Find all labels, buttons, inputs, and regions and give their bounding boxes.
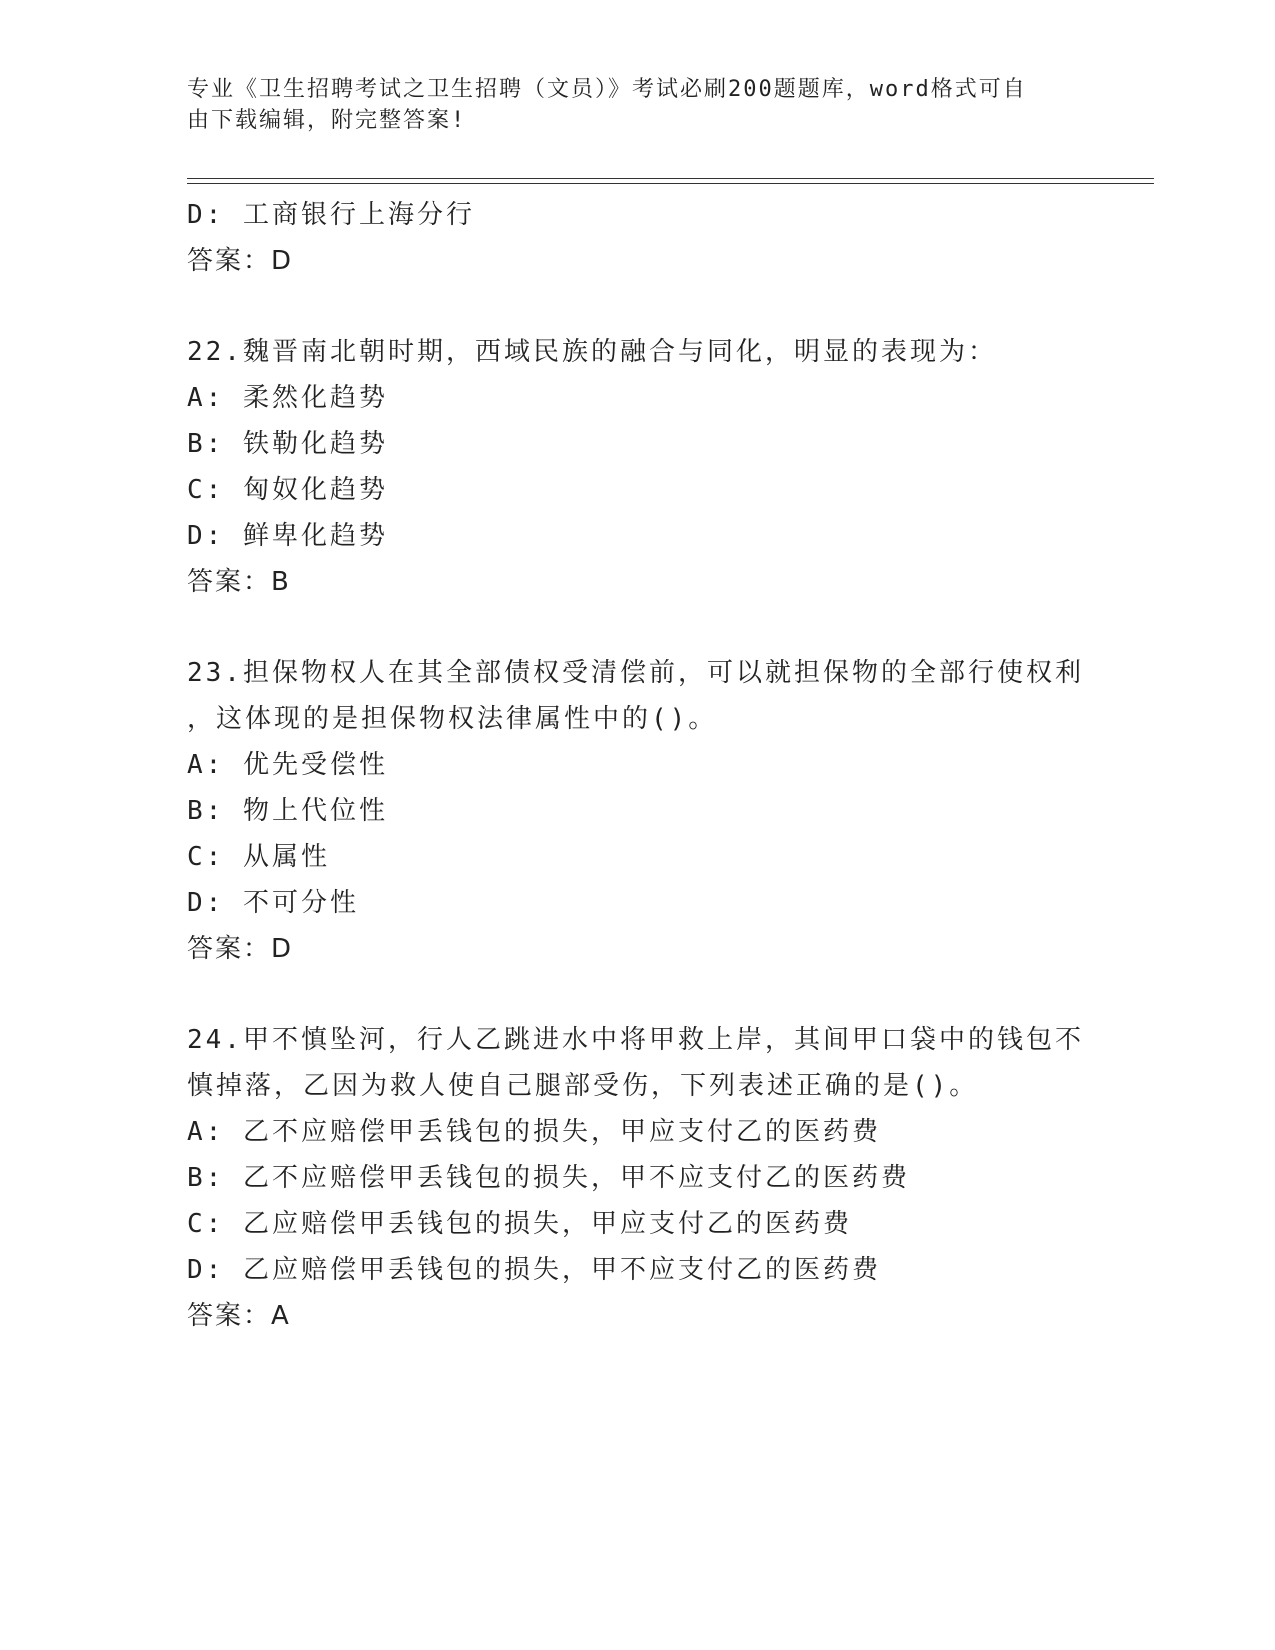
option-c: C: 从属性 (187, 842, 330, 872)
question-stem-line-2: 慎掉落，乙因为救人使自己腿部受伤，下列表述正确的是()。 (187, 1071, 979, 1101)
spacer (187, 284, 1087, 329)
question-stem-line-2: ，这体现的是担保物权法律属性中的()。 (187, 704, 718, 734)
question-content (187, 192, 1087, 1339)
option-b: B: 乙不应赔偿甲丢钱包的损失，甲不应支付乙的医药费 (187, 1163, 910, 1193)
option-a: A: 优先受偿性 (187, 750, 388, 780)
option-d: D: 鲜卑化趋势 (187, 521, 388, 551)
header-title-line-2: 由下载编辑，附完整答案! (187, 108, 467, 133)
question-stem: 22.魏晋南北朝时期，西域民族的融合与同化，明显的表现为： (187, 337, 997, 367)
answer-line: 答案：D (187, 246, 294, 276)
answer-line: 答案：D (187, 934, 294, 964)
option-c: C: 乙应赔偿甲丢钱包的损失，甲应支付乙的医药费 (187, 1209, 852, 1239)
question-22 (187, 329, 1087, 605)
option-c: C: 匈奴化趋势 (187, 475, 388, 505)
answer-line: 答案：B (187, 567, 291, 597)
header-divider (187, 178, 1154, 184)
question-23 (187, 650, 1087, 972)
option-a: A: 柔然化趋势 (187, 383, 388, 413)
option-b: B: 铁勒化趋势 (187, 429, 388, 459)
answer-line: 答案：A (187, 1301, 291, 1331)
option-d: D: 乙应赔偿甲丢钱包的损失，甲不应支付乙的医药费 (187, 1255, 881, 1285)
option-a: A: 乙不应赔偿甲丢钱包的损失，甲应支付乙的医药费 (187, 1117, 881, 1147)
spacer (187, 605, 1087, 650)
spacer (187, 972, 1087, 1017)
question-stem-line-1: 23.担保物权人在其全部债权受清偿前，可以就担保物的全部行使权利 (187, 658, 1084, 688)
option-b: B: 物上代位性 (187, 796, 388, 826)
question-24 (187, 1017, 1087, 1339)
option-d: D: 不可分性 (187, 888, 359, 918)
option-d: D: 工商银行上海分行 (187, 200, 475, 230)
document-header (187, 74, 1067, 136)
header-title-line-1: 专业《卫生招聘考试之卫生招聘（文员）》考试必刷200题题库，word格式可自 (187, 77, 1027, 102)
question-stem-line-1: 24.甲不慎坠河，行人乙跳进水中将甲救上岸，其间甲口袋中的钱包不 (187, 1025, 1084, 1055)
